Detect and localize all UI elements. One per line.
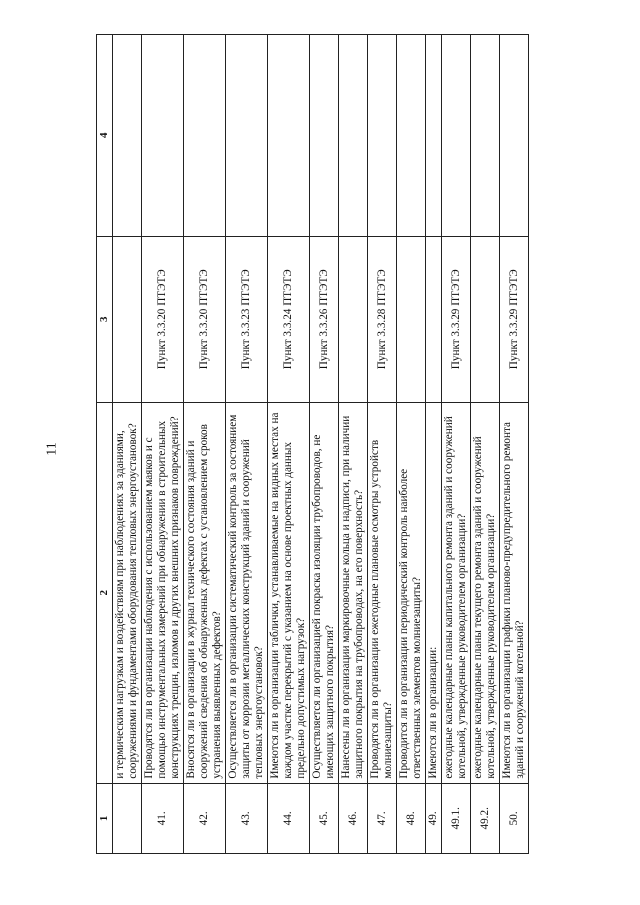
answer-cell <box>471 35 500 237</box>
question-text: Имеются ли в организации таблички, устанавливаемые на видных местах на каждом участке перекрытий с указанием на основе проектных данных предельно допустимых нагрузок? <box>268 402 310 783</box>
table-row <box>184 35 226 854</box>
reference-cell <box>113 236 142 402</box>
row-number: 49. <box>426 783 442 853</box>
question-text: ежегодные календарные планы текущего ремонта зданий и сооружений котельной, утвержденные руководителем организации? <box>471 402 500 783</box>
question-text: и термическим нагрузкам и воздействиям при наблюдениях за зданиями, сооружениями и фундаментами оборудования тепловых энергоустановок? <box>113 402 142 783</box>
reference-cell: Пункт 3.3.28 ПТЭТЭ <box>368 236 397 402</box>
header-cell: 2 <box>97 402 113 783</box>
reference-cell <box>471 236 500 402</box>
table-row <box>471 35 500 854</box>
table-row <box>113 35 142 854</box>
answer-cell <box>442 35 471 237</box>
question-text: Проводятся ли в организации наблюдения с использованием маяков и с помощью инструментальных измерений при обнаружении в строительных конструкциях трещин, изломов и других внешних признаков повреждений? <box>142 402 184 783</box>
answer-cell <box>226 35 268 237</box>
header-cell: 1 <box>97 783 113 853</box>
checklist-table <box>96 34 529 854</box>
answer-cell <box>426 35 442 237</box>
question-text: Проводится ли в организации периодический контроль наиболее ответственных элементов молниезащиты? <box>397 402 426 783</box>
row-number: 49.2. <box>471 783 500 853</box>
reference-cell <box>397 236 426 402</box>
reference-cell <box>426 236 442 402</box>
reference-cell: Пункт 3.3.29 ПТЭТЭ <box>500 236 529 402</box>
answer-cell <box>368 35 397 237</box>
row-number: 42. <box>184 783 226 853</box>
answer-cell <box>184 35 226 237</box>
row-number: 45. <box>310 783 339 853</box>
header-cell: 3 <box>97 236 113 402</box>
question-text: Проводятся ли в организации ежегодные плановые осмотры устройств молниезащиты? <box>368 402 397 783</box>
table-row <box>226 35 268 854</box>
question-text: Имеются ли в организации: <box>426 402 442 783</box>
table-row <box>339 35 368 854</box>
reference-cell: Пункт 3.3.23 ПТЭТЭ <box>226 236 268 402</box>
question-text: Нанесены ли в организации маркировочные кольца и надписи, при наличии защитного покрытия на трубопроводах, на его поверхность? <box>339 402 368 783</box>
answer-cell <box>397 35 426 237</box>
row-number: 43. <box>226 783 268 853</box>
table-row <box>268 35 310 854</box>
table-row <box>442 35 471 854</box>
table-row <box>310 35 339 854</box>
page-number: 11 <box>44 442 60 456</box>
reference-cell: Пункт 3.3.26 ПТЭТЭ <box>310 236 339 402</box>
answer-cell <box>268 35 310 237</box>
reference-cell: Пункт 3.3.20 ПТЭТЭ <box>142 236 184 402</box>
row-number: 47. <box>368 783 397 853</box>
table-row <box>397 35 426 854</box>
answer-cell <box>339 35 368 237</box>
row-number: 44. <box>268 783 310 853</box>
table-row <box>142 35 184 854</box>
answer-cell <box>310 35 339 237</box>
row-number <box>113 783 142 853</box>
reference-cell: Пункт 3.3.20 ПТЭТЭ <box>184 236 226 402</box>
header-cell: 4 <box>97 35 113 237</box>
answer-cell <box>113 35 142 237</box>
table-row <box>368 35 397 854</box>
row-number: 48. <box>397 783 426 853</box>
rotated-page <box>96 34 608 854</box>
reference-cell: Пункт 3.3.24 ПТЭТЭ <box>268 236 310 402</box>
answer-cell <box>142 35 184 237</box>
row-number: 49.1. <box>442 783 471 853</box>
header-row <box>97 35 113 854</box>
row-number: 50. <box>500 783 529 853</box>
question-text: Осуществляется ли организацией покраска изоляции трубопроводов, не имеющих защитного покрытия? <box>310 402 339 783</box>
table-row <box>500 35 529 854</box>
question-text: Имеются ли в организации графики планово-предупредительного ремонта зданий и сооружений котельной? <box>500 402 529 783</box>
answer-cell <box>500 35 529 237</box>
row-number: 41. <box>142 783 184 853</box>
question-text: ежегодные календарные планы капитального ремонта зданий и сооружений котельной, утвержденные руководителем организации? <box>442 402 471 783</box>
reference-cell: Пункт 3.3.29 ПТЭТЭ <box>442 236 471 402</box>
question-text: Осуществляется ли в организации систематический контроль за состоянием защиты от коррозии металлических конструкций зданий и сооружений тепловых энергоустановок? <box>226 402 268 783</box>
row-number: 46. <box>339 783 368 853</box>
question-text: Вносятся ли в организации в журнал технического состояния зданий и сооружений сведения об обнаруженных дефектах с установлением сроков устранения выявленных дефектов? <box>184 402 226 783</box>
table-row <box>426 35 442 854</box>
reference-cell <box>339 236 368 402</box>
